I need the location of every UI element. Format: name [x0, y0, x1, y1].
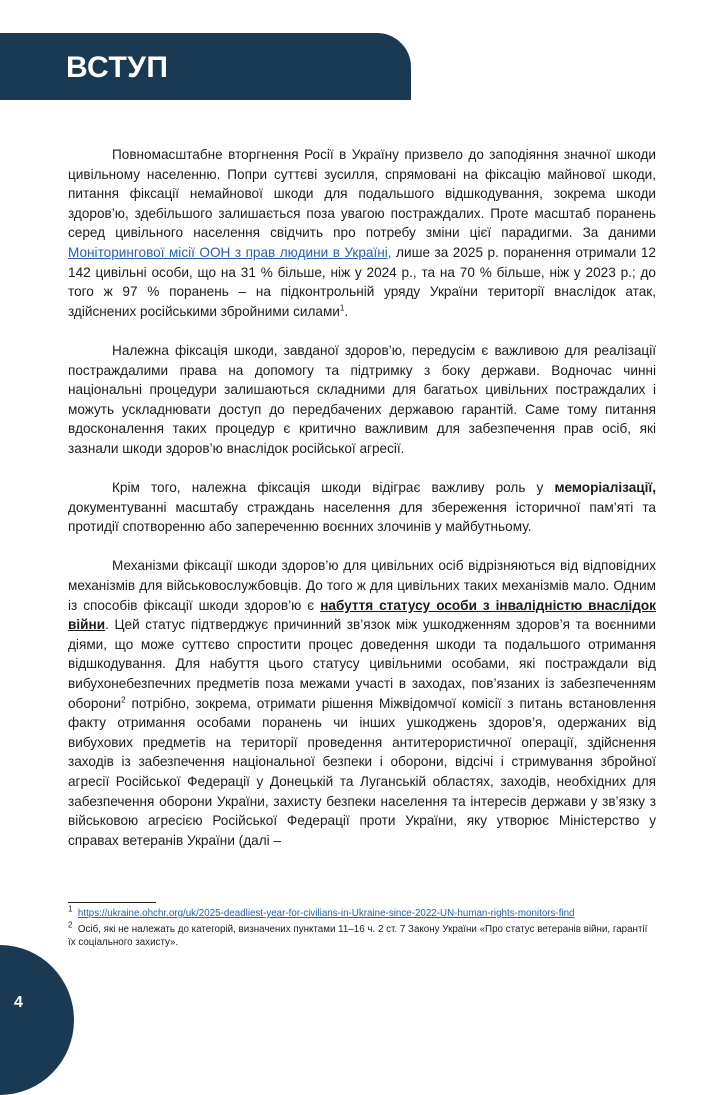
footnote-1-link[interactable]: https://ukraine.ohchr.org/uk/2025-deadliest-year-for-civilians-in-Ukraine-since-2022-UN-human-rights-monitors-find [77, 908, 575, 919]
footnote-2-text: Осіб, які не належать до категорій, визначених пунктами 11–16 ч. 2 ст. 7 Закону України «Про статус ветеранів війни, гарантії їх соціального захисту». [68, 924, 648, 948]
page-title: ВСТУП [66, 51, 169, 84]
footnote-2-number: 2 [68, 920, 73, 930]
paragraph-1 [68, 145, 656, 321]
footnote-1-number: 1 [68, 904, 73, 914]
paragraph-4-text-1: Механізми фіксації шкоди здоров’ю для цивільних осіб відрізняються від відповідних механізмів для військовослужбовців. До того ж для цивільних таких механізмів мало. Одним із способів фіксації шкоди здоров’ю є [68, 558, 656, 613]
paragraph-4 [68, 556, 656, 850]
body-text [68, 145, 656, 850]
paragraph-3-text-1: Крім того, належна фіксація шкоди відіграє важливу роль у [112, 480, 555, 496]
paragraph-4-bold: набуття статусу особи з інвалідністю внаслідок війни [68, 597, 656, 633]
un-monitoring-mission-link[interactable]: Моніторингової місії ООН з прав людини в Україні, [68, 244, 392, 260]
footnotes [68, 904, 656, 952]
page-number: 4 [14, 994, 23, 1011]
footnote-ref-1[interactable]: 1 [339, 303, 345, 313]
paragraph-1-text-1: Повномасштабне вторгнення Росії в Україну призвело до заподіяння значної шкоди цивільному населенню. Попри суттєві зусилля, спрямовані на фіксацію майнової шкоди, питання фіксації немайнової шкоди для подальшого відшкодування, зокрема шкоди здоров’ю, здебільшого залишається поза увагою постраждалих. Проте масштаб поранень серед цивільного населення свідчить про потребу зміни цієї парадигми. За даними [68, 147, 656, 241]
footnote-divider [68, 902, 156, 903]
paragraph-4-text-2: . Цей статус підтверджує причинний зв’язок між ушкодженням здоров’я та воєнними діями, що може суттєво спростити процес доведення шкоди та подальшого отримання відшкодування. Для набуття цього статусу цивільними особами, які постраждали від вибухонебезпечних предметів поза межами участі в заходах, пов’язаних із забезпеченням оборони [68, 617, 656, 711]
paragraph-4-text-3: потрібно, зокрема, отримати рішення Міжвідомчої комісії з питань встановлення факту отримання особами поранень чи інших ушкоджень здоров’я, одержаних від вибухових предметів на території проведення антитерористичної операції, здійснення заходів із забезпечення національної безпеки і оборони, відсічі і стримування збройної агресії Російської Федерації у Донецькій та Луганській областях, заходів, необхідних для забезпечення оборони України, захисту безпеки населення та інтересів держави у зв’язку з військовою агресією Російської Федерації проти України, яку утворює Міністерство у справах ветеранів України (далі – [68, 695, 656, 848]
paragraph-1-text-2: лише за 2025 р. поранення отримали 12 142 цивільні особи, що на 31 % більше, ніж у 2024 р., та на 70 % більше, ніж у 2023 р.; до того ж 97 % поранень – на підконтрольній уряду України території внаслідок атак, здійснених російськими збройними силами [68, 244, 656, 319]
paragraph-3-text-2: документуванні масштабу страждань населення для збереження історичної пам’яті та протидії спотворенню або запереченню воєнних злочинів у майбутньому. [68, 499, 656, 535]
paragraph-2: Належна фіксація шкоди, завданої здоров’ю, передусім є важливою для реалізації постраждалими права на допомогу та підтримку з боку держави. Водночас чинні національні процедури залишаються складними для багатьох цивільних постраждалих і можуть ускладнювати доступ до передбачених державою гарантій. Саме тому питання вдосконалення таких процедур є критично важливим для забезпечення прав осіб, які зазнали шкоди здоров’ю внаслідок російської агресії. [68, 342, 656, 456]
footnote-1 [68, 904, 656, 920]
footnote-2 [68, 920, 656, 949]
page-corner-shape [0, 945, 74, 1095]
paragraph-3-bold: меморіалізації, [554, 480, 656, 496]
paragraph-3 [68, 478, 656, 537]
header-banner [0, 33, 411, 100]
footnote-ref-2[interactable]: 2 [121, 695, 126, 705]
paragraph-1-text-3: . [344, 303, 349, 319]
